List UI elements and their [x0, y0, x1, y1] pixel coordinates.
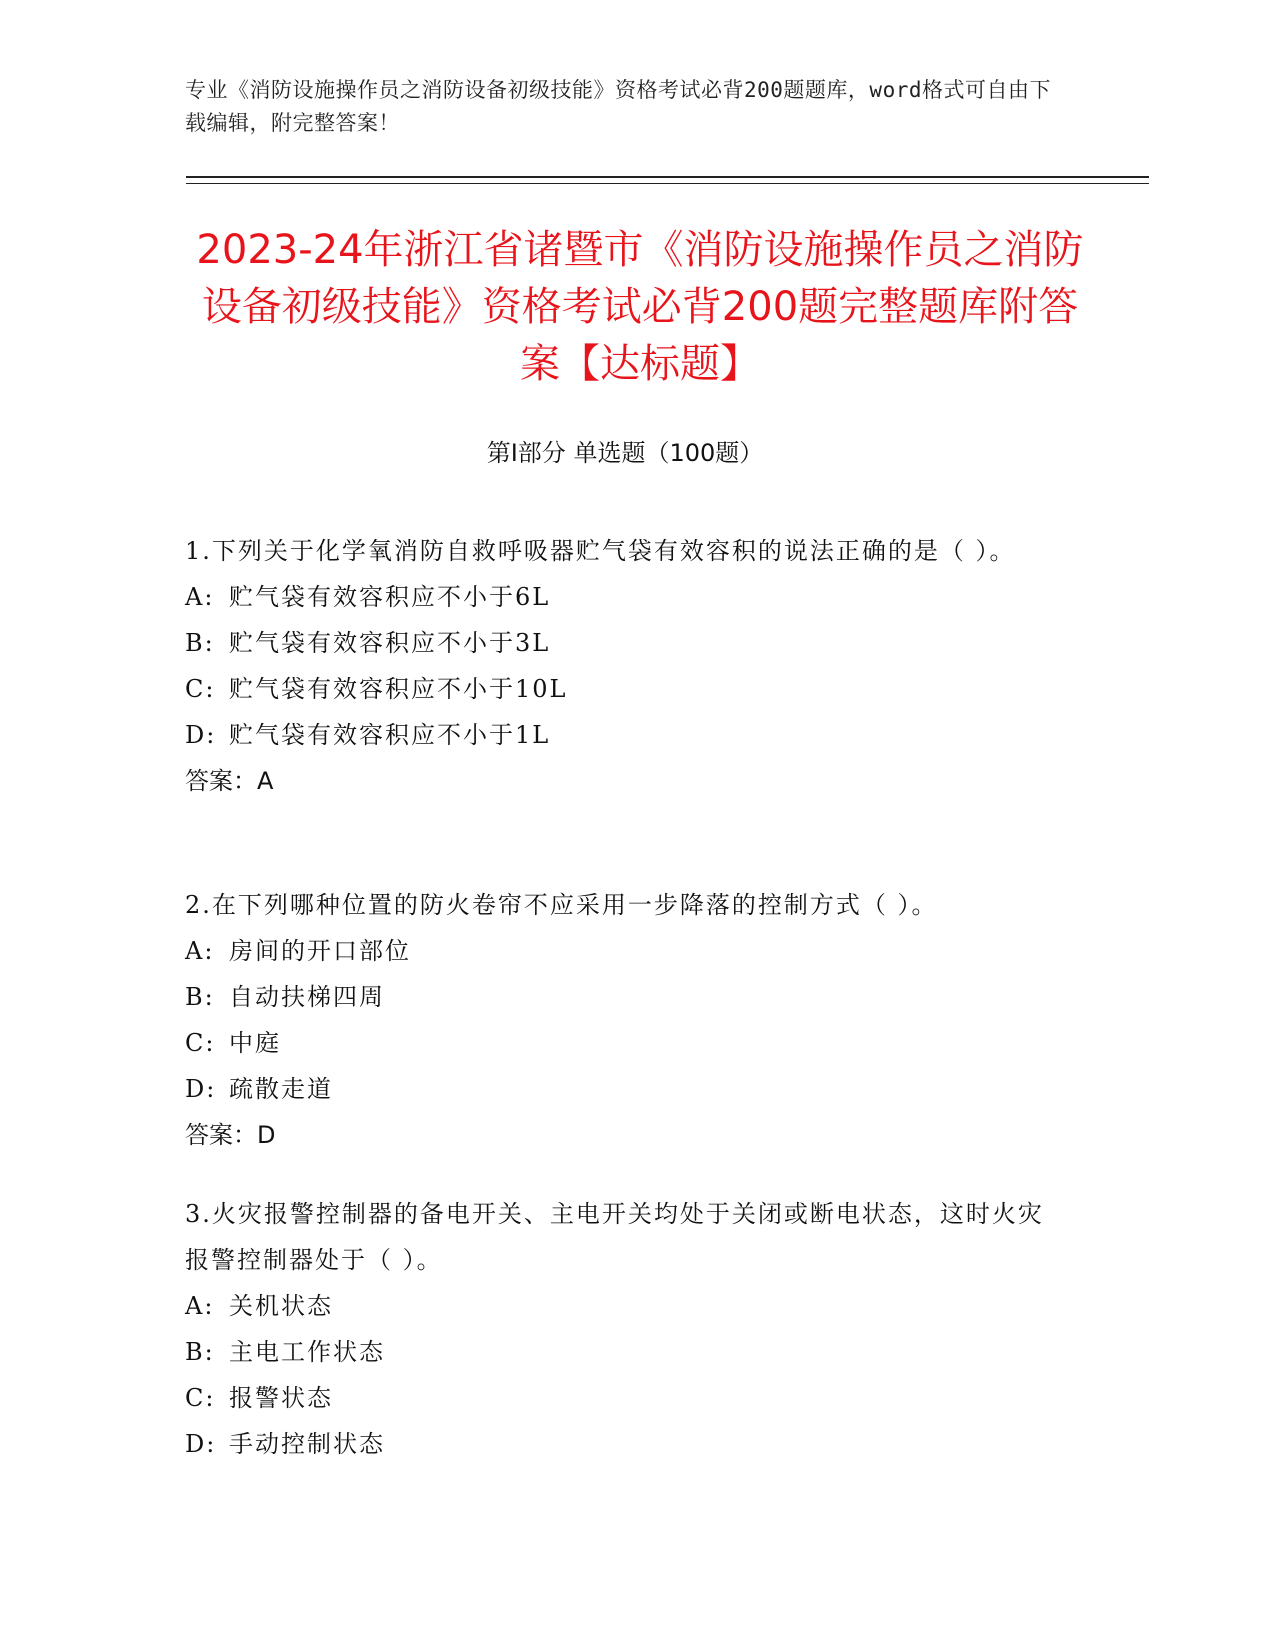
header-divider-thin	[186, 183, 1149, 184]
question-text: 3.火灾报警控制器的备电开关、主电开关均处于关闭或断电状态，这时火灾报警控制器处于（ ）。	[185, 1200, 1044, 1274]
option-key: B:	[185, 629, 215, 657]
header-note: 专业《消防设施操作员之消防设备初级技能》资格考试必背200题题库，word格式可自由下载编辑，附完整答案！	[185, 78, 1051, 135]
question-3	[185, 1191, 1065, 1467]
option-key: C:	[185, 1384, 216, 1412]
question-2	[185, 882, 1065, 1158]
option-text: 关机状态	[229, 1292, 333, 1320]
option-d	[185, 1421, 1065, 1467]
option-a	[185, 1283, 1065, 1329]
option-text: 中庭	[229, 1029, 281, 1057]
option-key: D:	[185, 721, 217, 749]
option-key: D:	[185, 1075, 217, 1103]
option-text: 贮气袋有效容积应不小于3L	[229, 629, 551, 657]
option-key: C:	[185, 675, 216, 703]
answer-line: 答案：A	[185, 767, 274, 795]
option-key: D:	[185, 1430, 217, 1458]
option-b	[185, 974, 1065, 1020]
option-a	[185, 928, 1065, 974]
option-text: 贮气袋有效容积应不小于6L	[229, 583, 551, 611]
option-c	[185, 1375, 1065, 1421]
document-title: 2023-24年浙江省诸暨市《消防设施操作员之消防设备初级技能》资格考试必背200题完整题库附答案【达标题】	[196, 227, 1084, 387]
option-text: 自动扶梯四周	[229, 983, 385, 1011]
option-b	[185, 620, 1065, 666]
option-text: 贮气袋有效容积应不小于10L	[229, 675, 568, 703]
option-text: 房间的开口部位	[229, 937, 411, 965]
option-c	[185, 666, 1065, 712]
option-key: A:	[185, 1292, 215, 1320]
option-d	[185, 1066, 1065, 1112]
option-b	[185, 1329, 1065, 1375]
option-key: B:	[185, 1338, 215, 1366]
header-divider-thick	[186, 176, 1149, 178]
option-text: 报警状态	[229, 1384, 333, 1412]
option-text: 贮气袋有效容积应不小于1L	[229, 721, 551, 749]
option-key: B:	[185, 983, 215, 1011]
option-text: 疏散走道	[229, 1075, 333, 1103]
answer-line: 答案：D	[185, 1121, 276, 1149]
question-1	[185, 528, 1065, 804]
question-text: 2.在下列哪种位置的防火卷帘不应采用一步降落的控制方式（ ）。	[185, 891, 938, 919]
option-key: A:	[185, 937, 215, 965]
option-key: A:	[185, 583, 215, 611]
option-d	[185, 712, 1065, 758]
option-c	[185, 1020, 1065, 1066]
question-text: 1.下列关于化学氧消防自救呼吸器贮气袋有效容积的说法正确的是（ ）。	[185, 537, 1016, 565]
section-title: 第Ⅰ部分 单选题（100题）	[486, 439, 764, 467]
option-a	[185, 574, 1065, 620]
option-text: 主电工作状态	[229, 1338, 385, 1366]
option-text: 手动控制状态	[229, 1430, 385, 1458]
option-key: C:	[185, 1029, 216, 1057]
